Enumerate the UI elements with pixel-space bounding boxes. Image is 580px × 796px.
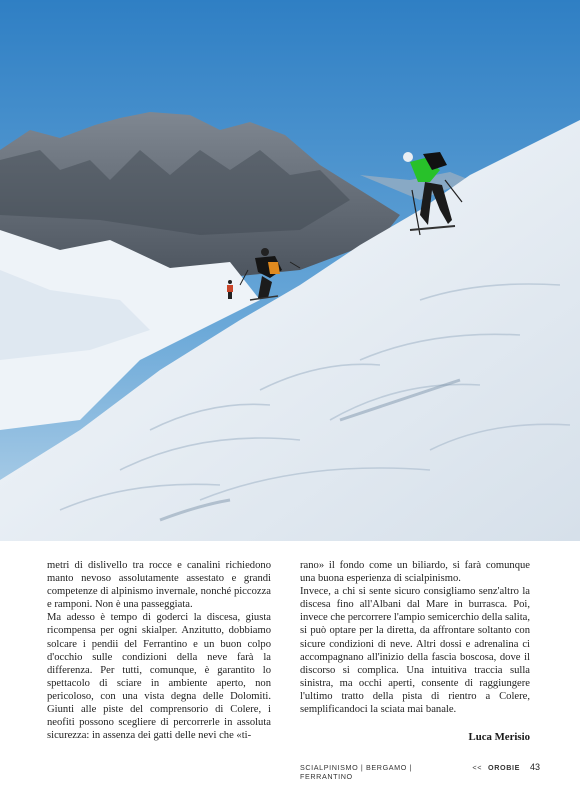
paragraph: metri di dislivello tra rocce e canalini richiedono manto nevoso assolutamente assestato e grandi competenze di alpinismo invernale, nonché piccozza e ramponi. Non è una passeggiata.	[47, 560, 271, 611]
magazine-name: OROBIE	[488, 763, 520, 772]
page-footer	[300, 762, 540, 781]
separator: <<	[472, 763, 483, 772]
paragraph: rano» il fondo come un biliardo, si farà comunque una buona esperienza di scialpinismo.	[300, 560, 530, 585]
article-column-right	[300, 559, 530, 716]
paragraph: Ma adesso è tempo di goderci la discesa, giusta ricompensa per ogni skialper. Anzitutto, dobbiamo solcare i pendii del Ferrantino e un buon colpo d'occhio sulle condizioni della neve farà la differenza. Per tutti, comunque, è garantito lo spettacolo di sciare in ambiente aperto, non pericoloso, con una vista degna delle Dolomiti. Giunti alle piste del comprensorio di Colere, i neofiti possono scegliere di percorrerle in assoluta sicurezza: in assenza dei gatti delle nevi che «ti-	[47, 612, 271, 742]
page-number: 43	[529, 762, 540, 772]
section-breadcrumb: SCIALPINISMO | BERGAMO | FERRANTINO	[300, 763, 412, 781]
article-column-left	[47, 559, 271, 742]
author-byline: Luca Merisio	[468, 731, 530, 743]
paragraph: Invece, a chi si sente sicuro consigliamo senz'altro la discesa fino all'Albani dal Mare in burrasca. Poi, invece che percorrere l'ampio semicerchio della salita, si può optare per la diretta, da affrontare soltanto con sicure condizioni di neve. Altri dossi e adrenalina ci accompagnano all'inizio della fascia boscosa, dove il discorso si complica. Una intuitiva traccia sulla sinistra, ma occhi aperti, consente di raggiungere l'ultimo tratto della pista di rientro a Colere, semplificandoci la sciata mai banale.	[300, 586, 530, 716]
